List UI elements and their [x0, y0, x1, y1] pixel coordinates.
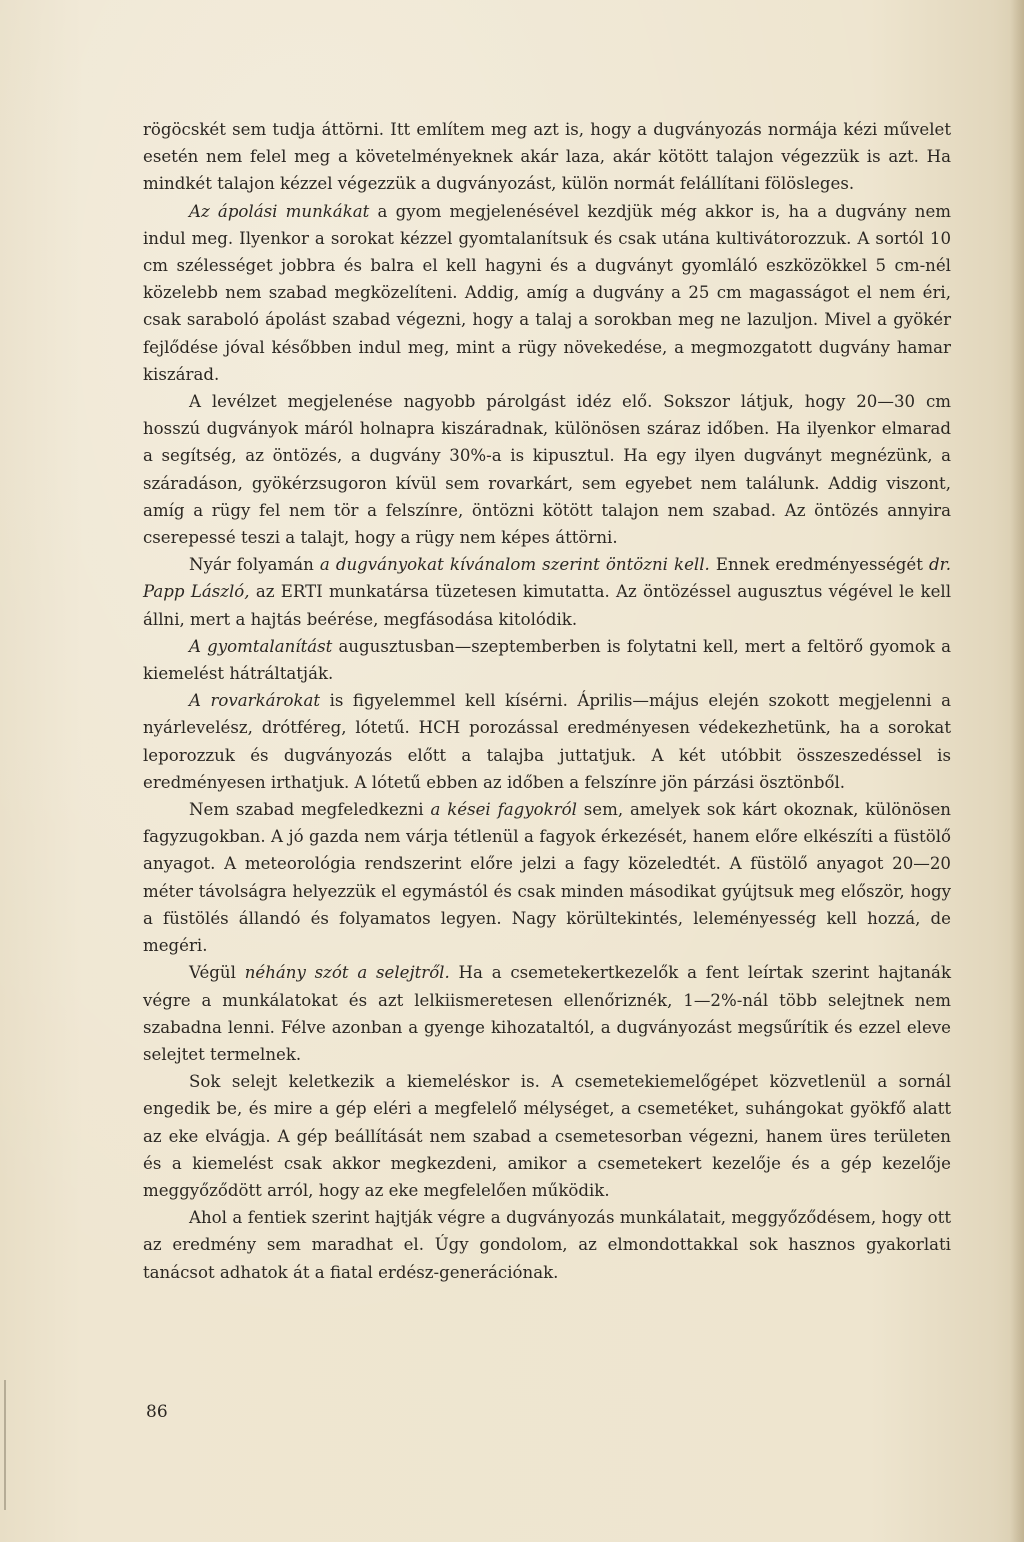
paragraph-text: Nem szabad megfeledkezni	[189, 800, 431, 820]
paragraph	[143, 1068, 951, 1204]
paragraph	[143, 116, 951, 198]
paragraph-text: augusztusban—szeptemberben is folytatni kell, mert a feltörő gyomok a kiemelést hátráltatják.	[143, 636, 951, 684]
paragraph	[143, 796, 951, 959]
paragraph	[143, 959, 951, 1068]
emphasized-text: néhány szót a selejtről.	[244, 963, 450, 983]
emphasized-text: Az ápolási munkákat	[189, 201, 370, 221]
emphasized-text: dr. Papp László,	[143, 555, 952, 602]
paragraph	[143, 551, 951, 633]
paragraph	[143, 633, 951, 687]
paragraph-text: sem, amelyek sok kárt okoznak, különösen fagyzugokban. A jó gazda nem várja tétlenül a fagyok érkezését, hanem előre elkészíti a füstölő anyagot. A meteorológia rendszerint előre jelzi a fagy közeledtét. A füstölő anyagot 20—20 méter távolságra helyezzük el egymástól és csak minden másodikat gyújtsuk meg először, hogy a füstölés állandó és folyamatos legyen. Nagy körültekintés, leleményesség kell hozzá, de megéri.	[143, 800, 951, 956]
paragraph-text: rögöcskét sem tudja áttörni. Itt említem meg azt is, hogy a dugványozás normája kézi művelet esetén nem felel meg a követelményeknek akár laza, akár kötött talajon végezzük is azt. Ha mindkét talajon kézzel végezzük a dugványozást, külön normát felállítani fölösleges.	[143, 120, 951, 194]
emphasized-text: a dugványokat kívánalom szerint öntözni kell.	[319, 555, 710, 575]
paragraph-text: Ha a csemetekertkezelők a fent leírtak szerint hajtanák végre a munkálatokat és azt lelkiismeretesen ellenőriznék, 1—2%-nál több selejtnek nem szabadna lenni. Félve azonban a gyenge kihozataltól, a dugványozást megsűrítik és ezzel eleve selejtet termelnek.	[143, 963, 952, 1064]
paragraph	[143, 1204, 951, 1286]
emphasized-text: a kései fagyokról	[430, 800, 577, 820]
page-number: 86	[146, 1402, 168, 1422]
paragraph	[143, 388, 951, 551]
paragraph-text: A levélzet megjelenése nagyobb párolgást idéz elő. Sokszor látjuk, hogy 20—30 cm hosszú dugványok máról holnapra kiszáradnak, különösen száraz időben. Ha ilyenkor elmarad a segítség, az öntözés, a dugvány 30%-a is kipusztul. Ha egy ilyen dugványt megnézünk, a száradáson, gyökérzsugoron kívül sem rovarkárt, sem egyebet nem találunk. Addig viszont, amíg a rügy fel nem tör a felszínre, öntözni kötött talajon nem szabad. Az öntözés annyira cserepessé teszi a talajt, hogy a rügy nem képes áttörni.	[143, 392, 951, 548]
body-text	[143, 116, 951, 1286]
paragraph-text: is figyelemmel kell kísérni. Április—május elején szokott megjelenni a nyárlevelész, drótféreg, lótetű. HCH porozással eredményesen védekezhetünk, ha a sorokat leporozzuk és dugványozás előtt a talajba juttatjuk. A két utóbbit összeszedéssel is eredményesen irthatjuk. A lótetű ebben az időben a felszínre jön párzási ösztönből.	[143, 691, 951, 792]
page-edge-shadow	[1010, 0, 1024, 1542]
emphasized-text: A rovarkárokat	[189, 691, 321, 711]
paragraph-text: Ennek eredményességét	[709, 555, 929, 575]
paragraph-text: Nyár folyamán	[189, 555, 320, 575]
paragraph-text: az ERTI munkatársa tüzetesen kimutatta. Az öntözéssel augusztus végével le kell állni, mert a hajtás beérése, megfásodása kitolódik.	[143, 582, 951, 629]
paragraph-text: Ahol a fentiek szerint hajtják végre a dugványozás munkálatait, meggyőződésem, hogy ott az eredmény sem maradhat el. Úgy gondolom, az elmondottakkal sok hasznos gyakorlati tanácsot adhatok át a fiatal erdész-generációnak.	[143, 1208, 951, 1282]
paragraph	[143, 198, 951, 388]
paragraph-text: a gyom megjelenésével kezdjük még akkor is, ha a dugvány nem indul meg. Ilyenkor a sorokat kézzel gyomtalanítsuk és csak utána kultivátorozzuk. A sortól 10 cm szélességet jobbra és balra el kell hagyni és a dugványt gyomláló eszközökkel 5 cm-nél közelebb nem szabad megközelíteni. Addig, amíg a dugvány a 25 cm magasságot el nem éri, csak saraboló ápolást szabad végezni, hogy a talaj a sorokban meg ne lazuljon. Mivel a gyökér fejlődése jóval későbben indul meg, mint a rügy növekedése, a megmozgatott dugvány hamar kiszárad.	[143, 201, 951, 384]
emphasized-text: A gyomtalanítást	[189, 636, 333, 656]
paragraph-text: Végül	[189, 963, 245, 983]
paragraph	[143, 687, 951, 796]
left-margin-mark	[4, 1380, 6, 1510]
paragraph-text: Sok selejt keletkezik a kiemeléskor is. A csemetekiemelőgépet közvetlenül a sornál engedik be, és mire a gép eléri a megfelelő mélységet, a csemetéket, suhángokat gyökfő alatt az eke elvágja. A gép beállítását nem szabad a csemetesorban végezni, hanem üres területen és a kiemelést csak akkor megkezdeni, amikor a csemetekert kezelője és a gép kezelője meggyőződött arról, hogy az eke megfelelően működik.	[143, 1072, 951, 1200]
